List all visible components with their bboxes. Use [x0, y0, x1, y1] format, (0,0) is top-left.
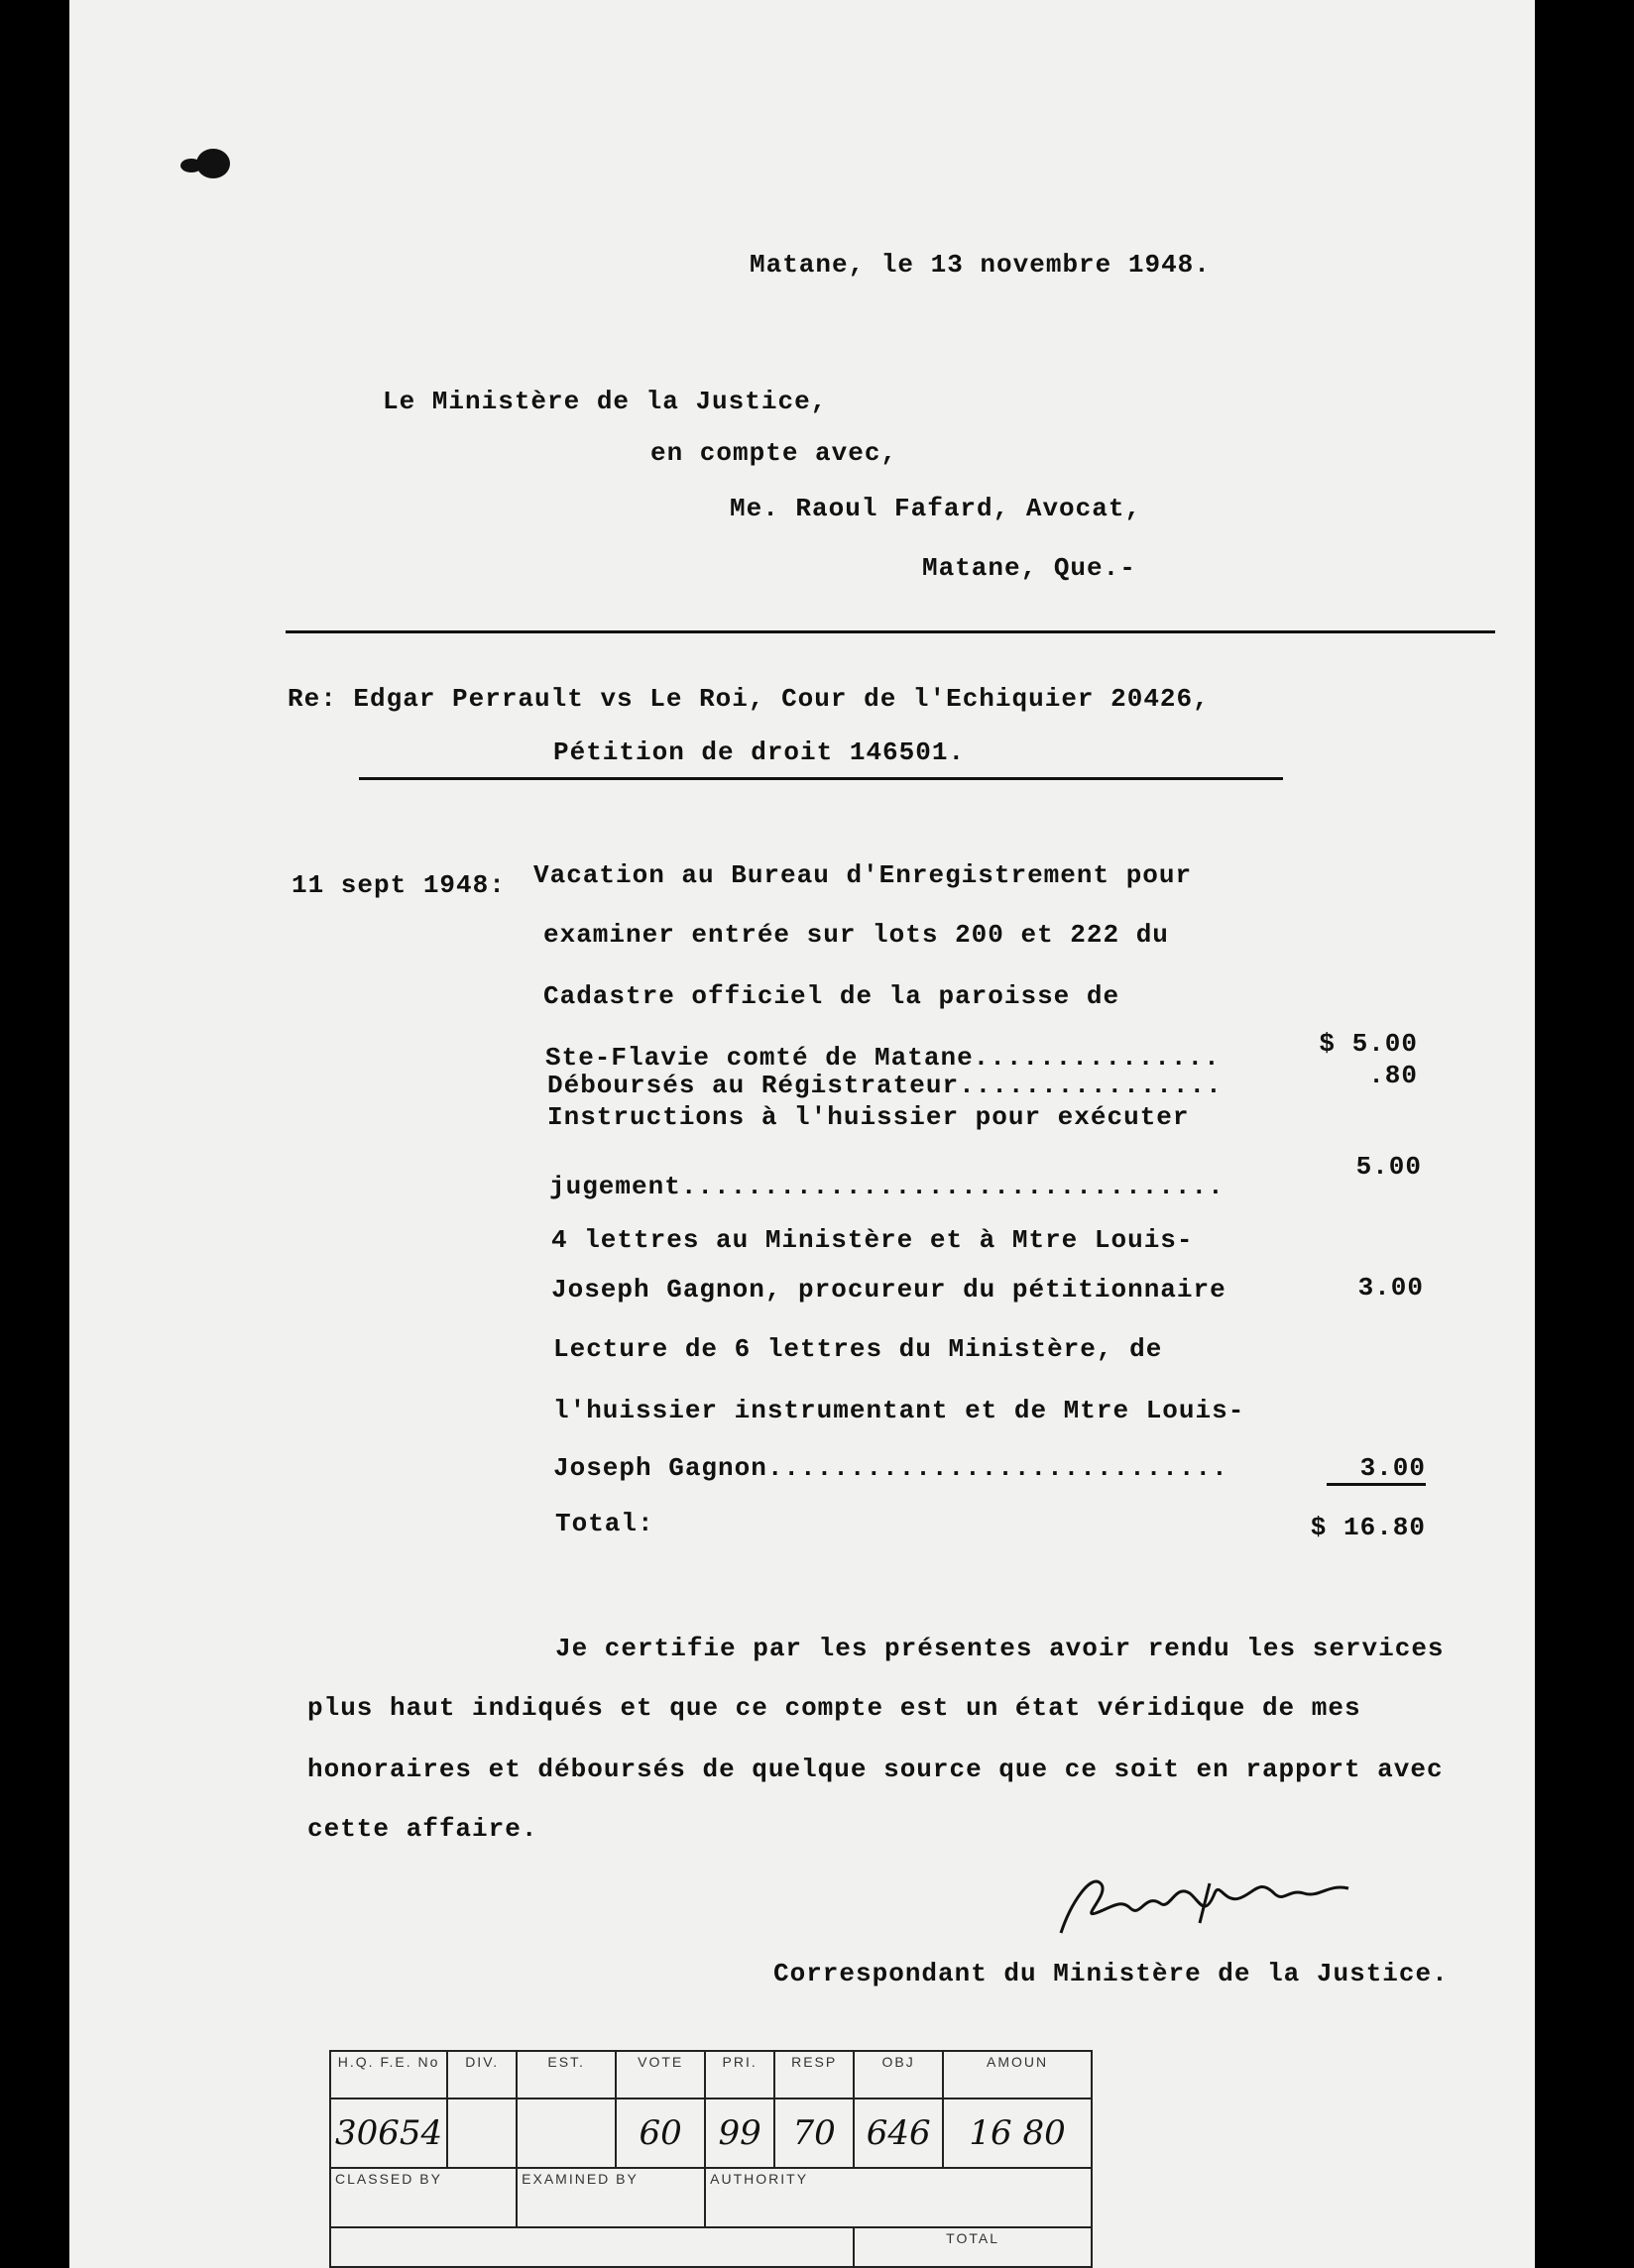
item-line: Lecture de 6 lettres du Ministère, de	[553, 1334, 1163, 1364]
stamp-examined-by: EXAMINED BY	[517, 2168, 705, 2227]
stamp-header: DIV.	[447, 2051, 517, 2098]
item-amount: 5.00	[1355, 1152, 1422, 1182]
item-line: examiner entrée sur lots 200 et 222 du	[543, 920, 1169, 950]
item-amount: 3.00	[1359, 1453, 1426, 1483]
stamp-header: EST.	[517, 2051, 616, 2098]
item-line: Déboursés au Régistrateur................	[547, 1071, 1223, 1100]
ink-blot	[180, 159, 202, 172]
total-underline	[1327, 1483, 1426, 1486]
stamp-empty-cell	[447, 2098, 517, 2168]
stamp-authority: AUTHORITY	[705, 2168, 1092, 2227]
total-label: Total:	[555, 1509, 654, 1538]
stamp-header: OBJ	[854, 2051, 943, 2098]
stamp-total: TOTAL	[854, 2227, 1092, 2267]
item-date: 11 sept 1948:	[292, 870, 506, 900]
stamp-classed-by: CLASSED BY	[330, 2168, 517, 2227]
item-amount: 3.00	[1357, 1273, 1424, 1303]
item-line: Ste-Flavie comté de Matane...............	[545, 1043, 1221, 1073]
sender-city: Matane, Que.-	[922, 553, 1136, 583]
document-page	[69, 0, 1535, 2268]
signature-title: Correspondant du Ministère de la Justice.	[773, 1959, 1449, 1988]
item-line: l'huissier instrumentant et de Mtre Louis-	[553, 1396, 1245, 1425]
stamp-header: H.Q. F.E. No	[330, 2051, 447, 2098]
item-line: jugement.................................	[549, 1172, 1225, 1201]
petition-number: Pétition de droit 146501.	[553, 737, 966, 767]
item-line: Joseph Gagnon, procureur du pétitionnaire	[551, 1275, 1226, 1304]
stamp-empty-cell	[517, 2098, 616, 2168]
handwritten-signature	[1051, 1864, 1378, 1953]
re-underline	[359, 777, 1283, 780]
stamp-hq-value: 30654	[330, 2098, 447, 2168]
recipient-name: Le Ministère de la Justice,	[383, 387, 828, 416]
item-line: Joseph Gagnon............................	[553, 1453, 1228, 1483]
sender-name: Me. Raoul Fafard, Avocat,	[730, 494, 1142, 523]
certification-text: cette affaire.	[307, 1814, 538, 1844]
stamp-pri-value: 99	[705, 2098, 774, 2168]
header-divider	[286, 630, 1495, 633]
item-amount: $ 5.00	[1319, 1029, 1418, 1059]
account-phrase: en compte avec,	[650, 438, 898, 468]
stamp-header: PRI.	[705, 2051, 774, 2098]
letter-date: Matane, le 13 novembre 1948.	[750, 250, 1211, 280]
stamp-obj-value: 646	[854, 2098, 943, 2168]
certification-text: Je certifie par les présentes avoir rendu les services	[555, 1634, 1445, 1663]
certification-text: honoraires et déboursés de quelque source que ce soit en rapport avec	[307, 1755, 1444, 1784]
item-line: Vacation au Bureau d'Enregistrement pour	[533, 860, 1193, 890]
stamp-vote-value: 60	[616, 2098, 705, 2168]
certification-text: plus haut indiqués et que ce compte est un état véridique de mes	[307, 1693, 1361, 1723]
stamp-empty-cell	[330, 2227, 854, 2267]
accounting-stamp	[329, 2050, 1093, 2268]
item-line: 4 lettres au Ministère et à Mtre Louis-	[551, 1225, 1194, 1255]
stamp-header: RESP	[774, 2051, 854, 2098]
item-line: Instructions à l'huissier pour exécuter	[547, 1102, 1190, 1132]
item-line: Cadastre officiel de la paroisse de	[543, 981, 1120, 1011]
item-amount: .80	[1368, 1061, 1418, 1090]
total-amount: $ 16.80	[1310, 1513, 1426, 1542]
case-reference: Re: Edgar Perrault vs Le Roi, Cour de l'Echiquier 20426,	[288, 684, 1210, 714]
stamp-resp-value: 70	[774, 2098, 854, 2168]
stamp-amount-value: 16 80	[943, 2098, 1092, 2168]
stamp-header: AMOUN	[943, 2051, 1092, 2098]
stamp-header: VOTE	[616, 2051, 705, 2098]
